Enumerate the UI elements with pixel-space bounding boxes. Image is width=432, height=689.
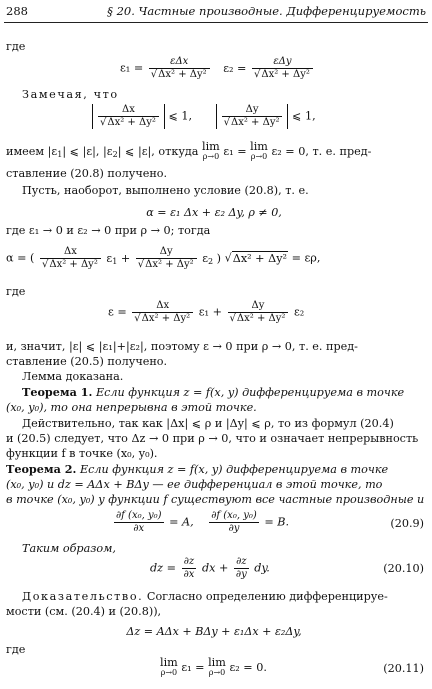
theorem-1 — [22, 386, 404, 399]
ratio-dx-numerator: Δx — [98, 104, 159, 117]
theorem-2-text-3: в точке (x₀, y₀) у функции f существуют все частные производные и — [6, 493, 425, 506]
lim-1 — [202, 142, 220, 162]
formula-alpha-expanded — [6, 246, 320, 271]
ineq-rhs-1: ⩽ 1, — [168, 109, 193, 123]
formula-eps-definitions — [120, 56, 315, 81]
eps1-numerator: εΔx — [149, 56, 210, 69]
partial-b-rhs: = B. — [264, 515, 290, 529]
formula-inequalities — [92, 104, 316, 129]
lim-4-rhs: ε₂ = 0. — [229, 661, 267, 674]
eps2-fraction — [252, 56, 313, 81]
imeem-part3: | ⩽ |ε|, откуда — [117, 145, 199, 158]
lim-2-sub: ρ→0 — [250, 152, 268, 161]
formula-lim-last — [160, 658, 267, 678]
eps-frac-dx-rad: Δx² + Δy² — [141, 313, 191, 324]
alpha2-frac-dy — [136, 246, 197, 271]
proof-label: Доказательство. — [22, 590, 144, 603]
lim-1-mid: ε₁ = — [223, 145, 247, 158]
text-imeem-line — [6, 142, 371, 162]
eps-e2: ε₂ — [293, 305, 305, 319]
dz-dy: dy. — [254, 561, 270, 575]
ineq-rhs-2: ⩽ 1, — [292, 109, 316, 123]
lim-3-mid: ε₁ = — [181, 661, 205, 674]
text-tend: где ε₁ → 0 и ε₂ → 0 при ρ → 0; тогда — [6, 224, 211, 237]
imeem-sub2: 2 — [112, 150, 118, 159]
lim-4 — [208, 658, 226, 678]
formula-eps — [108, 300, 304, 325]
theorem-1-text-2: (x₀, y₀), то она непрерывна в этой точке. — [6, 401, 257, 414]
eq-number-20-11: (20.11) — [383, 662, 424, 675]
lim-2 — [250, 142, 268, 162]
partial-a-den: ∂x — [133, 523, 145, 534]
ratio-dx-radicand: Δx² + Δy² — [107, 117, 156, 128]
partial-a — [114, 510, 164, 535]
lim-3-word: lim — [160, 656, 178, 669]
eps1-radicand: Δx² + Δy² — [158, 69, 207, 80]
proof-text-1: Согласно определению дифференцируе- — [146, 590, 388, 603]
lim-4-word: lim — [208, 656, 226, 669]
eps1-denominator: √Δx² + Δy² — [150, 69, 207, 80]
text-predst2: ставление (20.5) получено. — [6, 355, 168, 368]
theorem-2 — [6, 463, 388, 476]
alpha2-lhs: α = ( — [6, 251, 35, 265]
proof-text-2: мости (см. (20.4) и (20.8)), — [6, 605, 162, 618]
eps1-lhs: ε₁ = — [120, 61, 144, 75]
eps1-fraction — [149, 56, 210, 81]
lim-2-word: lim — [250, 140, 268, 153]
abs-ratio-dy — [216, 104, 289, 129]
formula-delta-z: Δz = AΔx + BΔy + ε₁Δx + ε₂Δy, — [126, 625, 302, 638]
text-gde-3: где — [6, 643, 26, 656]
running-title: § 20. Частные производные. Дифференцируемость — [107, 4, 426, 18]
eps-frac-dx-den: √Δx² + Δy² — [134, 313, 191, 324]
theorem-2-text-2: (x₀, y₀) и dz = AΔx + BΔy — ее дифференциал в этой точке, то — [6, 478, 383, 491]
alpha2-e2: ε2 ) — [202, 251, 222, 266]
eq-number-20-10: (20.10) — [383, 562, 424, 575]
dz-frac-x-den: ∂x — [183, 569, 195, 580]
imeem-part2: | ⩽ |ε|, |ε — [62, 145, 113, 158]
dz-frac-y — [234, 556, 249, 581]
eps-frac-dx — [132, 300, 193, 325]
ratio-dy — [222, 104, 283, 129]
dz-lhs: dz = — [150, 561, 176, 575]
theorem-1-label: Теорема 1. — [22, 385, 93, 399]
eps2-lhs: ε₂ = — [223, 61, 247, 75]
eps2-numerator: εΔy — [252, 56, 313, 69]
text-deistv-3: функции f в точке (x₀, y₀). — [6, 447, 158, 460]
alpha2-rhs: = ερ, — [291, 251, 321, 265]
ratio-dx — [98, 104, 159, 129]
partial-b-den: ∂y — [228, 523, 240, 534]
alpha2-radicand: Δx² + Δy² — [232, 251, 287, 265]
alpha2-frac-dx — [40, 246, 101, 271]
imeem-part4: т. е. пред- — [312, 145, 372, 158]
lim-1-sub: ρ→0 — [202, 152, 220, 161]
lim-2-rhs: ε₂ = 0, — [271, 145, 309, 158]
eps-frac-dy-den: √Δx² + Δy² — [229, 313, 286, 324]
alpha2-frac-dx-den: √Δx² + Δy² — [41, 259, 98, 270]
ratio-dy-radicand: Δx² + Δy² — [230, 117, 280, 128]
page-number: 288 — [6, 4, 28, 18]
eq-number-20-9: (20.9) — [390, 517, 424, 530]
header-rule — [4, 22, 428, 23]
eps2-denominator: √Δx² + Δy² — [254, 69, 310, 80]
formula-partials — [112, 510, 289, 535]
alpha2-frac-dx-num: Δx — [40, 246, 101, 259]
formula-dz — [150, 556, 270, 581]
imeem-part1: имеем |ε — [6, 145, 58, 158]
text-zamechaya: Замечая, что — [22, 88, 119, 101]
theorem-2-label: Теорема 2. — [6, 462, 77, 476]
alpha2-frac-dy-den: √Δx² + Δy² — [137, 259, 194, 270]
abs-ratio-dx — [92, 104, 165, 129]
partial-a-rhs: = A, — [169, 515, 194, 529]
eps-frac-dy-rad: Δx² + Δy² — [236, 313, 286, 324]
formula-alpha: α = ε₁ Δx + ε₂ Δy, ρ ≠ 0, — [146, 206, 282, 219]
text-lemma: Лемма доказана. — [22, 370, 124, 383]
lim-3-sub: ρ→0 — [160, 668, 178, 677]
proof-line-1 — [22, 590, 388, 603]
running-header — [6, 4, 426, 20]
text-pust: Пусть, наоборот, выполнено условие (20.8), т. е. — [22, 184, 309, 197]
theorem-2-text: Если функция z = f(x, y) дифференцируема в точке — [79, 463, 389, 476]
eps-e1: ε₁ + — [198, 305, 222, 319]
alpha2-frac-dx-rad: Δx² + Δy² — [49, 259, 98, 270]
imeem-sub1: 1 — [57, 150, 63, 159]
eps2-radicand: Δx² + Δy² — [261, 69, 310, 80]
alpha2-sqrt: √Δx² + Δy² — [224, 251, 287, 265]
text-gde-2: где — [6, 285, 26, 298]
alpha2-e1: ε1 + — [106, 251, 131, 266]
text-predst: ставление (20.8) получено. — [6, 167, 168, 180]
eps-frac-dy — [228, 300, 289, 325]
text-deistv-2: и (20.5) следует, что Δz → 0 при ρ → 0, что и означает непрерывность — [6, 432, 419, 445]
dz-frac-x — [182, 556, 197, 581]
dz-frac-y-num: ∂z — [234, 556, 249, 569]
dz-frac-y-den: ∂y — [235, 569, 247, 580]
text-deistv-1: Действительно, так как |Δx| ⩽ ρ и |Δy| ⩽ ρ, то из формул (20.4) — [22, 417, 394, 430]
partial-a-num: ∂f (x₀, y₀) — [116, 510, 162, 521]
dz-dx: dx + — [201, 561, 229, 575]
theorem-1-text: Если функция z = f(x, y) дифференцируема в точке — [95, 386, 405, 399]
alpha2-frac-dy-rad: Δx² + Δy² — [145, 259, 194, 270]
lim-1-word: lim — [202, 140, 220, 153]
alpha2-frac-dy-num: Δy — [136, 246, 197, 259]
partial-b-num: ∂f (x₀, y₀) — [211, 510, 257, 521]
eps-frac-dy-num: Δy — [228, 300, 289, 313]
dz-frac-x-num: ∂z — [182, 556, 197, 569]
lim-4-sub: ρ→0 — [208, 668, 226, 677]
text-gde: где — [6, 40, 26, 53]
text-i-znachit: и, значит, |ε| ⩽ |ε₁|+|ε₂|, поэтому ε → 0 при ρ → 0, т. е. пред- — [6, 340, 358, 353]
eps-frac-dx-num: Δx — [132, 300, 193, 313]
ratio-dx-denominator: √Δx² + Δy² — [100, 117, 156, 128]
partial-b — [209, 510, 259, 535]
ratio-dy-numerator: Δy — [222, 104, 283, 117]
ratio-dy-denominator: √Δx² + Δy² — [223, 117, 280, 128]
lim-3 — [160, 658, 178, 678]
eps-lhs: ε = — [108, 305, 127, 319]
text-takim: Таким образом, — [22, 542, 116, 555]
